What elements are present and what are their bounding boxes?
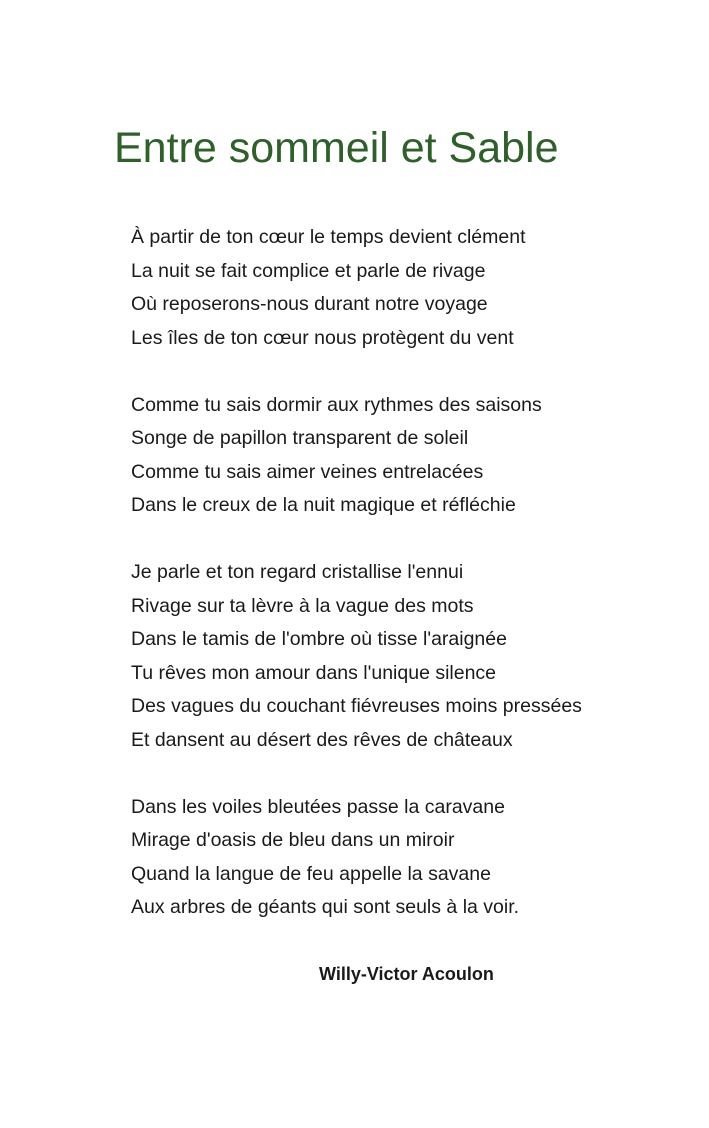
stanza-4: [131, 791, 691, 925]
stanza-3: [131, 556, 691, 757]
author-signature: Willy-Victor Acoulon: [319, 964, 494, 984]
poem-line: Quand la langue de feu appelle la savane: [131, 862, 491, 885]
stanza-1: [131, 221, 691, 355]
poem-body: [131, 221, 691, 958]
poem-line: Des vagues du couchant fiévreuses moins pressées: [131, 695, 582, 717]
poem-line: Aux arbres de géants qui sont seuls à la voir.: [131, 896, 520, 918]
poem-line: Comme tu sais aimer veines entrelacées: [131, 460, 484, 483]
poem-line: Dans le creux de la nuit magique et réfléchie: [131, 494, 516, 516]
poem-line: Dans le tamis de l'ombre où tisse l'araignée: [131, 628, 507, 650]
poem-line: Songe de papillon transparent de soleil: [131, 427, 469, 449]
poem-line: Tu rêves mon amour dans l'unique silence: [131, 661, 497, 684]
poem-line: Rivage sur ta lèvre à la vague des mots: [131, 594, 474, 617]
poem-line: Où reposerons-nous durant notre voyage: [131, 293, 488, 315]
poem-line: Dans les voiles bleutées passe la caravane: [131, 795, 505, 818]
stanza-2: [131, 389, 691, 523]
poem-line: La nuit se fait complice et parle de rivage: [131, 259, 486, 282]
poem-title: Entre sommeil et Sable: [114, 124, 559, 172]
poem-line: Comme tu sais dormir aux rythmes des saisons: [131, 393, 542, 416]
poem-line: Les îles de ton cœur nous protègent du vent: [131, 326, 514, 349]
poem-line: Mirage d'oasis de bleu dans un miroir: [131, 829, 455, 851]
poem-line: À partir de ton cœur le temps devient clément: [131, 226, 526, 248]
poem-line: Je parle et ton regard cristallise l'ennui: [131, 561, 464, 583]
poem-line: Et dansent au désert des rêves de châteaux: [131, 728, 513, 751]
